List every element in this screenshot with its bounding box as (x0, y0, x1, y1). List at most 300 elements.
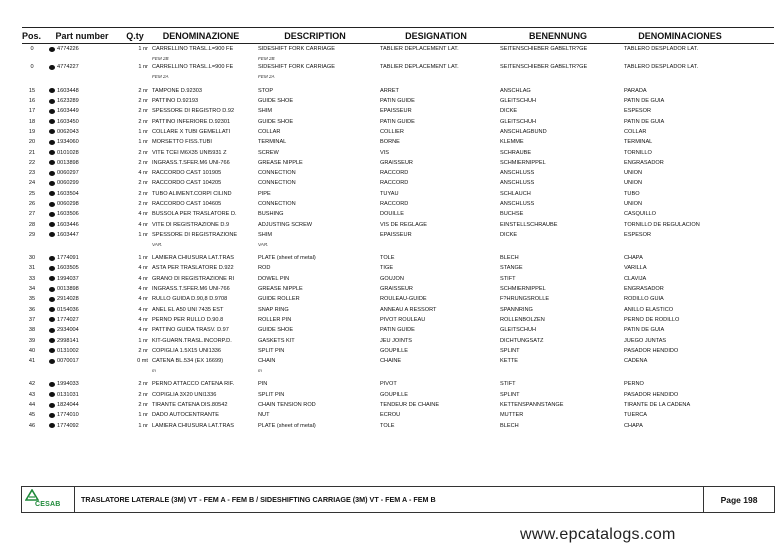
denominazione-cell: PERNO PER RULLO D.90.8 (152, 316, 224, 323)
row-note (22, 240, 774, 248)
bullet-dot-icon (49, 413, 55, 418)
header-denominazione: DENOMINAZIONE (162, 30, 240, 41)
pos-cell: 30 (28, 255, 36, 262)
denominazione-cell: PERNO ATTACCO CATENA RIF. (152, 381, 235, 388)
description-cell: SPLIT PIN (258, 391, 285, 398)
denominaciones-cell: COLLAR (624, 128, 647, 135)
designation-cell: GRAISSEUR (380, 159, 413, 166)
denominazione-cell: ANEL EL A50 UNI 7435 EST (152, 306, 224, 313)
pos-cell: 33 (28, 275, 36, 282)
designation-cell: RACCORD (380, 180, 409, 187)
denominaciones-cell: CHAPA (624, 255, 643, 262)
denominazione-cell: LAMIERA CHIUSURA LAT.TRAS (152, 422, 234, 429)
benennung-cell: STIFT (500, 381, 516, 388)
designation-cell: TOLE (380, 255, 395, 262)
denominazione-cell: VITE DI REGISTRAZIONE D.9 (152, 221, 230, 228)
part-number-cell (42, 88, 122, 94)
pos-cell: 17 (28, 108, 36, 115)
part-number-cell (42, 150, 122, 156)
denominazione-cell: SPESSORE DI REGISTRO D.92 (152, 108, 235, 115)
part-number-text: 0062043 (57, 128, 79, 135)
benennung-cell: STIFT (500, 275, 516, 282)
denominazione-cell: TAMPONE D.92303 (152, 87, 202, 94)
denominazione-cell: INGRASS.T.SFER.M6 UNI-766 (152, 159, 230, 166)
description-cell: GREASE NIPPLE (258, 159, 303, 166)
description-cell: SHIM (258, 231, 272, 238)
part-number-cell (42, 358, 122, 364)
qty-cell: 1 nr (138, 128, 148, 135)
bullet-dot-icon (49, 382, 55, 387)
part-number-text: 1603449 (57, 108, 79, 115)
pos-cell: 19 (28, 128, 36, 135)
qty-cell: 2 nr (138, 149, 148, 156)
designation-cell: PIVOT ROULEAU (380, 316, 426, 323)
description-cell: PLATE (sheet of metal) (258, 422, 316, 429)
pos-cell: 15 (28, 87, 36, 94)
denominaciones-cell: PATIN DE GUIA (624, 98, 665, 105)
part-number-text: 1774091 (57, 255, 79, 262)
denominazione-cell: INGRASS.T.SFER.M6 UNI-766 (152, 286, 230, 293)
designation-cell: ARRET (380, 87, 399, 94)
table-row (22, 86, 774, 96)
denominazione-cell: KIT-GUARN.TRASL.INCORP.D. (152, 337, 232, 344)
part-number-cell (42, 412, 122, 418)
designation-cell: TABLIER DEPLACEMENT LAT. (380, 64, 459, 71)
part-number-cell (42, 392, 122, 398)
benennung-cell: ANSCHLUSS (500, 170, 535, 177)
pos-cell: 35 (28, 296, 36, 303)
qty-cell: 2 nr (138, 180, 148, 187)
part-number-cell (42, 201, 122, 207)
designation-cell: TABLIER DEPLACEMENT LAT. (380, 46, 459, 53)
qty-cell: 4 nr (138, 286, 148, 293)
denominazione-cell: BUSSOLA PER TRASLATORE D. (152, 211, 237, 218)
part-number-text: 1934060 (57, 139, 79, 146)
denominaciones-cell: TIRANTE DE LA CADENA (624, 402, 691, 409)
part-number-text: 0013898 (57, 286, 79, 293)
denominaciones-cell: TABLERO DESPLADOR LAT. (624, 46, 699, 53)
qty-cell: 2 nr (138, 347, 148, 354)
part-number-text: 0154036 (57, 306, 79, 313)
denominazione-cell: LAMIERA CHIUSURA LAT.TRAS (152, 255, 234, 262)
part-number-text: 1774010 (57, 412, 79, 419)
pos-cell: 37 (28, 316, 36, 323)
description-cell: TERMINAL (258, 139, 287, 146)
designation-cell: ANNEAU A RESSORT (380, 306, 437, 313)
part-number-cell (42, 381, 122, 387)
qty-cell: 2 nr (138, 391, 148, 398)
parts-table (22, 27, 774, 431)
description-cell: CONNECTION (258, 170, 296, 177)
denominaciones-cell: JUEGO JUNTAS (624, 337, 667, 344)
denominaciones-cell: RODILLO GUIA (624, 296, 664, 303)
part-number-cell (42, 232, 122, 238)
qty-cell: 4 nr (138, 296, 148, 303)
denominaciones-cell: CADENA (624, 358, 648, 365)
benennung-cell: SPLINT (500, 347, 520, 354)
bullet-dot-icon (49, 266, 55, 271)
pos-cell: 23 (28, 170, 36, 177)
benennung-cell: SCHLAUCH (500, 190, 531, 197)
table-row (22, 168, 774, 178)
designation-cell: PIVOT (380, 381, 397, 388)
part-number-cell (42, 160, 122, 166)
table-row (22, 44, 774, 54)
part-number-text: 0013898 (57, 159, 79, 166)
table-row (22, 106, 774, 116)
table-row (22, 253, 774, 263)
pos-cell: 29 (28, 231, 36, 238)
designation-cell: GOUPILLE (380, 347, 408, 354)
designation-cell: ECROU (380, 412, 401, 419)
denominazione-cell: DADO AUTOCENTRANTE (152, 412, 220, 419)
header-benennung: BENENNUNG (528, 30, 587, 41)
designation-cell: VIS (380, 149, 390, 156)
table-row (22, 346, 774, 356)
part-number-cell (42, 191, 122, 197)
part-number-text: 0070017 (57, 358, 79, 365)
table-row (22, 335, 774, 345)
qty-cell: 0 mt (137, 358, 148, 365)
table-row (22, 199, 774, 209)
denominaciones-cell: CHAPA (624, 422, 643, 429)
part-number-text: 1603504 (57, 190, 79, 197)
denominaciones-cell: ENGRASADOR (624, 286, 664, 293)
pos-cell: 27 (28, 211, 36, 218)
description-cell: SNAP RING (258, 306, 289, 313)
part-number-cell (42, 180, 122, 186)
bullet-dot-icon (49, 256, 55, 261)
logo-text: CESAB (35, 501, 61, 508)
description-cell: SHIM (258, 108, 272, 115)
denominaciones-cell: CASQUILLO (624, 211, 657, 218)
designation-cell: PATIN GUIDE (380, 118, 415, 125)
denominaciones-cell: TORNILLO (624, 149, 652, 156)
benennung-cell: ANSCHLUSS (500, 180, 535, 187)
table-row (22, 305, 774, 315)
denominazione-cell: COPIGLIA 3X20 UNI1336 (152, 391, 217, 398)
table-row (22, 410, 774, 420)
part-number-text: 1994033 (57, 381, 79, 388)
pos-cell: 26 (28, 201, 36, 207)
designation-cell: TIGE (380, 265, 394, 272)
table-row (22, 230, 774, 240)
denominazione-cell: GRANO DI REGISTRAZIONE RI (152, 275, 235, 282)
denominaciones-cell: TABLERO DESPLADOR LAT. (624, 64, 699, 71)
benennung-cell: SPANNRING (500, 306, 533, 313)
header-qty: Q.ty (126, 30, 144, 41)
designation-cell: VIS DE REGLAGE (380, 221, 427, 228)
header-pos: Pos. (22, 30, 42, 41)
part-number-text: 1603505 (57, 265, 79, 272)
denominaciones-cell: CLAVIJA (624, 275, 647, 282)
pos-cell: 43 (28, 391, 36, 398)
description-cell: SPLIT PIN (258, 347, 285, 354)
note-en: VAR. (258, 241, 269, 247)
benennung-cell: DICKE (500, 231, 518, 238)
pos-cell: 46 (28, 422, 36, 429)
part-number-text: 0060297 (57, 170, 79, 177)
header-designation: DESIGNATION (405, 30, 467, 41)
description-cell: ADJUSTING SCREW (258, 221, 313, 228)
table-row (22, 315, 774, 325)
description-cell: ROD (258, 265, 271, 272)
table-row (22, 421, 774, 431)
qty-cell: 1 nr (138, 46, 148, 53)
designation-cell: RACCORD (380, 170, 409, 177)
bullet-dot-icon (49, 129, 55, 134)
qty-cell: 2 nr (138, 108, 148, 115)
qty-cell: 2 nr (138, 87, 148, 94)
part-number-text: 4774227 (57, 64, 79, 71)
bullet-dot-icon (49, 150, 55, 155)
denominazione-cell: VITE TCEI M6X35 UNI5931 Z (152, 149, 227, 156)
benennung-cell: ANSCHLAGBUND (500, 128, 547, 135)
bullet-dot-icon (49, 338, 55, 343)
part-number-text: 0131031 (57, 391, 79, 398)
qty-cell: 1 nr (138, 64, 148, 71)
table-body (22, 44, 774, 431)
designation-cell: CHAINE (380, 358, 402, 365)
qty-cell: 2 nr (138, 159, 148, 166)
description-cell: CONNECTION (258, 180, 296, 187)
description-cell: CONNECTION (258, 201, 296, 207)
note-en: m (258, 367, 262, 373)
description-cell: BUSHING (258, 211, 284, 218)
benennung-cell: EINSTELLSCHRAUBE (500, 221, 558, 228)
part-number-text: 0131002 (57, 347, 79, 354)
part-number-text: 1623289 (57, 98, 79, 105)
pos-cell: 0 (30, 46, 34, 53)
pos-cell: 44 (28, 402, 36, 409)
denominaciones-cell: TUERCA (624, 412, 647, 419)
benennung-cell: BLECH (500, 422, 519, 429)
benennung-cell: SCHMIERNIPPEL (500, 286, 546, 293)
bullet-dot-icon (49, 317, 55, 322)
part-number-cell (42, 265, 122, 271)
bullet-dot-icon (49, 297, 55, 302)
description-cell: GUIDE ROLLER (258, 296, 300, 303)
part-number-cell (42, 64, 122, 70)
pos-cell: 39 (28, 337, 36, 344)
bullet-dot-icon (49, 307, 55, 312)
bullet-dot-icon (49, 328, 55, 333)
table-row (22, 209, 774, 219)
part-number-text: 1603506 (57, 211, 79, 218)
denominaciones-cell: ENGRASADOR (624, 159, 664, 166)
denominazione-cell: RACCORDO CAST 101905 (152, 170, 222, 177)
description-cell: STOP (258, 87, 274, 94)
designation-cell: ROULEAU-GUIDE (380, 296, 427, 303)
part-number-cell (42, 307, 122, 313)
part-number-text: 1774027 (57, 316, 79, 323)
denominazione-cell: RACCORDO CAST 104605 (152, 201, 222, 207)
bullet-dot-icon (49, 232, 55, 237)
denominazione-cell: TUBO ALIMENT.CORPI CILIND (152, 190, 232, 197)
qty-cell: 1 nr (138, 231, 148, 238)
designation-cell: TUYAU (380, 190, 399, 197)
table-row (22, 274, 774, 284)
part-number-text: 0101028 (57, 149, 79, 156)
pos-cell: 18 (28, 118, 36, 125)
part-number-cell (42, 98, 122, 104)
part-number-cell (42, 46, 122, 52)
qty-cell: 4 nr (138, 327, 148, 334)
designation-cell: BORNE (380, 139, 400, 146)
note-en: FEM 2B (258, 55, 275, 61)
part-number-text: 1994037 (57, 275, 79, 282)
qty-cell: 4 nr (138, 316, 148, 323)
benennung-cell: GLEITSCHUH (500, 327, 537, 334)
part-number-cell (42, 338, 122, 344)
denominazione-cell: RACCORDO CAST 104205 (152, 180, 222, 187)
part-number-text: 1603450 (57, 118, 79, 125)
bullet-dot-icon (49, 191, 55, 196)
pos-cell: 40 (28, 347, 36, 354)
pos-cell: 34 (28, 286, 36, 293)
benennung-cell: ROLLENBOLZEN (500, 316, 545, 323)
qty-cell: 2 nr (138, 201, 148, 207)
part-number-text: 1603447 (57, 231, 79, 238)
bullet-dot-icon (49, 348, 55, 353)
denominazione-cell: PATTINO INFERIORE D.92301 (152, 118, 231, 125)
pos-cell: 36 (28, 306, 36, 313)
denominaciones-cell: PATIN DE GUIA (624, 118, 665, 125)
part-number-cell (42, 170, 122, 176)
table-row (22, 127, 774, 137)
designation-cell: GOUPILLE (380, 391, 408, 398)
part-number-cell (42, 139, 122, 145)
part-number-text: 2914028 (57, 296, 79, 303)
row-note (22, 54, 774, 62)
description-cell: SCREW (258, 149, 279, 156)
qty-cell: 4 nr (138, 211, 148, 218)
note-it: m (152, 367, 156, 373)
part-number-cell (42, 119, 122, 125)
benennung-cell: GLEITSCHUH (500, 98, 537, 105)
benennung-cell: SCHMIERNIPPEL (500, 159, 546, 166)
benennung-cell: KETTE (500, 358, 519, 365)
table-row (22, 137, 774, 147)
qty-cell: 1 nr (138, 412, 148, 419)
table-row (22, 189, 774, 199)
description-cell: GUIDE SHOE (258, 118, 294, 125)
description-cell: GASKETS KIT (258, 337, 295, 344)
qty-cell: 2 nr (138, 98, 148, 105)
benennung-cell: GLEITSCHUH (500, 118, 537, 125)
denominazione-cell: TIRANTE CATENA DIS.80542 (152, 402, 228, 409)
pos-cell: 25 (28, 190, 36, 197)
benennung-cell: KLEMME (500, 139, 524, 146)
part-number-text: 1774092 (57, 422, 79, 429)
part-number-cell (42, 129, 122, 135)
cesab-logo-icon (22, 487, 75, 512)
part-number-cell (42, 222, 122, 228)
denominazione-cell: PATTINO GUIDA TRASV. D.97 (152, 327, 229, 334)
part-number-cell (42, 423, 122, 429)
denominaciones-cell: ESPESOR (624, 108, 652, 115)
designation-cell: RACCORD (380, 201, 409, 207)
part-number-cell (42, 402, 122, 408)
description-cell: COLLAR (258, 128, 281, 135)
bullet-dot-icon (49, 212, 55, 217)
denominazione-cell: COLLARE X TUBI GEMELLATI (152, 128, 231, 135)
bullet-dot-icon (49, 47, 55, 52)
table-row (22, 96, 774, 106)
bullet-dot-icon (49, 88, 55, 93)
pos-cell: 28 (28, 221, 36, 228)
header-denominaciones: DENOMINACIONES (638, 30, 722, 41)
part-number-cell (42, 317, 122, 323)
designation-cell: JEU JOINTS (380, 337, 413, 344)
bullet-dot-icon (49, 65, 55, 70)
bullet-dot-icon (49, 423, 55, 428)
page-number: Page 198 (703, 487, 774, 512)
bullet-dot-icon (49, 359, 55, 364)
description-cell: NUT (258, 412, 270, 419)
note-it: VAR. (152, 241, 163, 247)
qty-cell: 1 nr (138, 139, 148, 146)
bullet-dot-icon (49, 119, 55, 124)
description-cell: GREASE NIPPLE (258, 286, 303, 293)
qty-cell: 4 nr (138, 275, 148, 282)
part-number-text: 0060299 (57, 180, 79, 187)
denominaciones-cell: PARADA (624, 87, 647, 94)
designation-cell: EPAISSEUR (380, 108, 412, 115)
part-number-text: 0060298 (57, 201, 79, 207)
designation-cell: COLLIER (380, 128, 404, 135)
denominazione-cell: CATENA BL.534 (EX 16699) (152, 358, 224, 365)
row-note (22, 73, 774, 81)
denominaciones-cell: PATIN DE GUIA (624, 327, 665, 334)
part-number-cell (42, 211, 122, 217)
pos-cell: 24 (28, 180, 36, 187)
row-note (22, 366, 774, 374)
part-number-text: 2934004 (57, 327, 79, 334)
part-number-cell (42, 327, 122, 333)
note-it: FEM 2A (152, 74, 169, 80)
pos-cell: 41 (28, 358, 36, 365)
denominaciones-cell: UNION (624, 170, 643, 177)
table-row (22, 178, 774, 188)
denominaciones-cell: ESPESOR (624, 231, 652, 238)
benennung-cell: SCHRAUBE (500, 149, 532, 156)
part-number-text: 1824044 (57, 402, 79, 409)
qty-cell: 4 nr (138, 265, 148, 272)
table-row (22, 294, 774, 304)
table-row (22, 284, 774, 294)
benennung-cell: ANSCHLUSS (500, 201, 535, 207)
part-number-text: 1603446 (57, 221, 79, 228)
denominazione-cell: CARRELLINO TRASL.L=900 FE (152, 46, 234, 53)
part-number-cell (42, 296, 122, 302)
description-cell: GUIDE SHOE (258, 98, 294, 105)
table-row (22, 263, 774, 273)
designation-cell: PATIN GUIDE (380, 327, 415, 334)
table-row (22, 356, 774, 366)
bullet-dot-icon (49, 276, 55, 281)
designation-cell: TENDEUR DE CHAINE (380, 402, 440, 409)
denominaciones-cell: PERNO DE RODILLO (624, 316, 680, 323)
part-number-text: 1603448 (57, 87, 79, 94)
qty-cell: 2 nr (138, 381, 148, 388)
table-row (22, 325, 774, 335)
header-description: DESCRIPTION (284, 30, 346, 41)
bullet-dot-icon (49, 109, 55, 114)
description-cell: ROLLER PIN (258, 316, 292, 323)
part-number-text: 2998141 (57, 337, 79, 344)
qty-cell: 1 nr (138, 337, 148, 344)
